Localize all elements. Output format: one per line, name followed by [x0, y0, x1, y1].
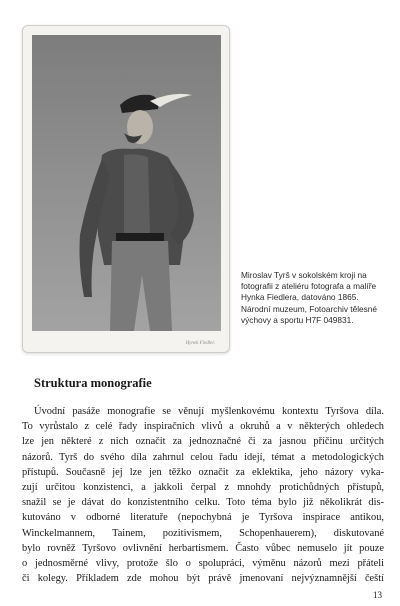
portrait-photo: [32, 35, 221, 331]
caption-line: Národní muzeum, Fotoarchiv tělesné: [241, 303, 378, 314]
paragraph-line: bylo rovněž Tyršovo ovlivnění herbartismem. Často vůbec nemuselo jít pouze: [22, 542, 384, 554]
body-paragraph: [22, 404, 384, 586]
section-heading: Struktura monografie: [34, 376, 152, 390]
paragraph-line: To vyrůstalo z celé řady inspiračních vlivů a okruhů a v některých ohledech: [22, 421, 384, 433]
paragraph-line: názorů. Tyrš do svého díla zahrnul celou řadu idejí, témat a metodologických: [22, 451, 384, 463]
caption-line: Miroslav Tyrš v sokolském kroji na: [241, 270, 367, 280]
page-number: 13: [373, 590, 382, 600]
paragraph-line: snažil se je dávat do konzistentního celku. Toto téma bylo již několikrát dis-: [22, 497, 384, 509]
paragraph-line: lze jen některé z nich označit za jednoznačné či za jasnou příčinu určitých: [22, 436, 384, 448]
paragraph-line: zují určitou konzistenci, a jakkoli čerpal z mnohdy protichůdných přístupů,: [22, 482, 384, 494]
figure-caption: [241, 270, 391, 326]
caption-line: fotografii z ateliéru fotografa a malíře: [241, 281, 377, 292]
paragraph-line: přístupů. Současně jej lze jen těžko označit za eklektika, jeho názory vyka-: [22, 466, 384, 478]
caption-line: Hynka Fiedlera, datováno 1865.: [241, 292, 359, 303]
photo-card: [22, 25, 230, 353]
paragraph-line: o jednosměrné vlivy, protože šlo o spolupráci, výměnu názorů mezi přáteli: [22, 558, 384, 570]
paragraph-line: Úvodní pasáže monografie se věnují myšlenkovému kontextu Tyršova díla.: [34, 406, 384, 417]
paragraph-line: či kolegy. Příkladem zde mohou být právě jmenovaní nejvýznamnější čeští: [22, 573, 384, 585]
caption-line: výchovy a sportu H7F 049831.: [241, 314, 354, 325]
paragraph-line: kutováno v odborné literatuře (nepochybná je Tyršova inspirace antikou,: [22, 512, 384, 524]
portrait-image: [32, 35, 221, 331]
photographer-stamp: Hynek Fiedler.: [185, 341, 215, 346]
paragraph-line: Winckelmannem, Tainem, pozitivismem, Schopenhauerem), diskutované: [22, 527, 384, 539]
